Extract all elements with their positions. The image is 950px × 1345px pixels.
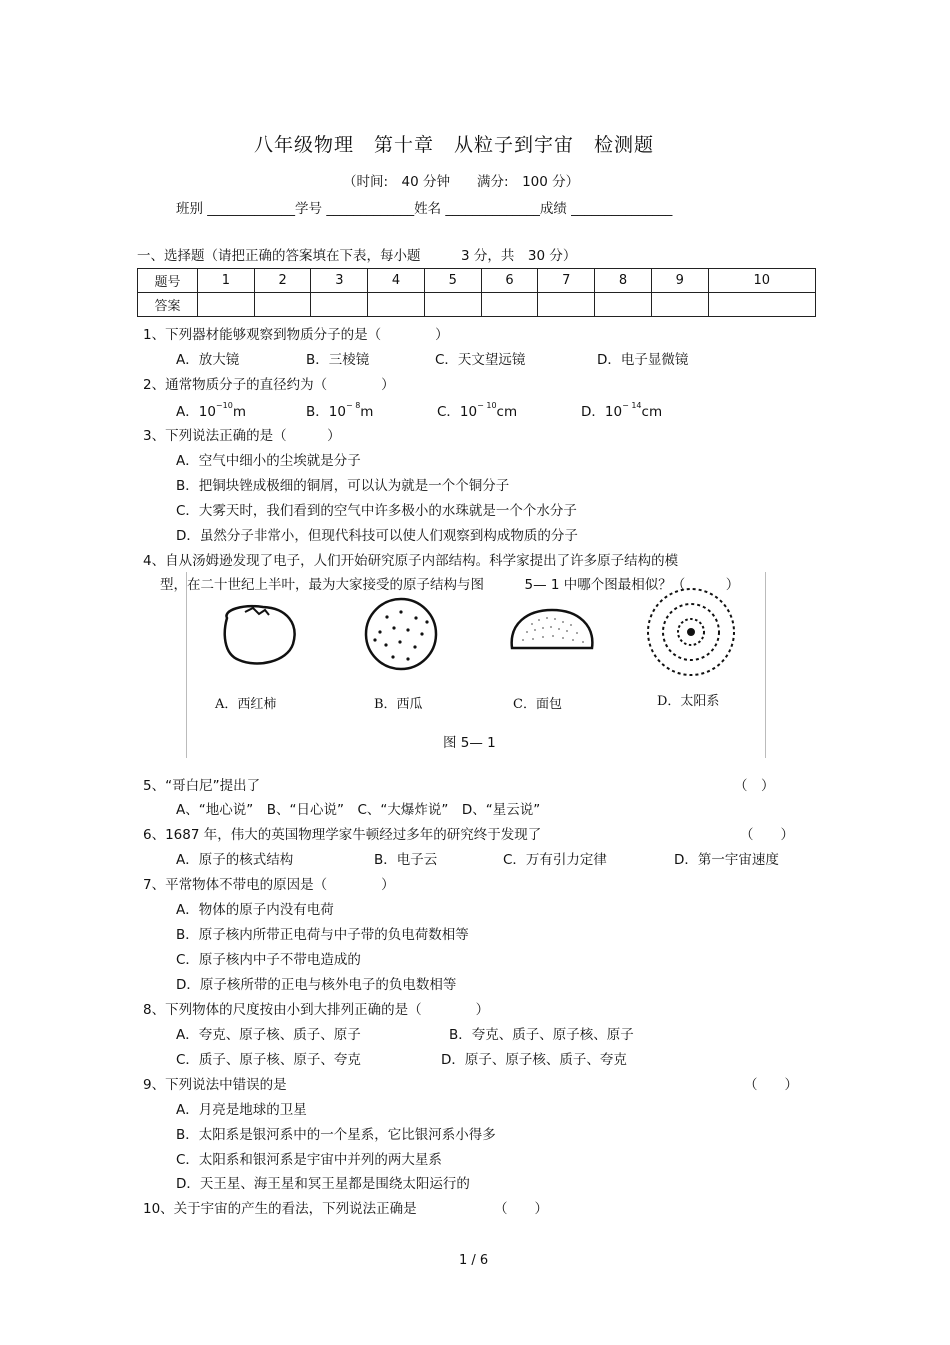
answer-cell[interactable] bbox=[708, 293, 815, 317]
question-3-stem: 3、下列说法正确的是（ ） bbox=[143, 428, 341, 444]
tomato-drawing bbox=[225, 606, 295, 663]
question-4-line2: 型，在二十世纪上半叶，最为大家接受的原子结构与图 5— 1 中哪个图最相似？（ ） bbox=[160, 577, 740, 593]
answer-cell[interactable] bbox=[424, 293, 481, 317]
answer-cell[interactable] bbox=[651, 293, 708, 317]
option: D．第一宇宙速度 bbox=[674, 852, 779, 868]
figure-5-1 bbox=[186, 572, 766, 758]
watermelon-drawing bbox=[366, 599, 436, 669]
option: C．万有引力定律 bbox=[503, 852, 607, 868]
question-2-stem: 2、通常物质分子的直径约为（ ） bbox=[143, 377, 395, 393]
table-cell: 8 bbox=[595, 269, 652, 293]
option: C．天文望远镜 bbox=[435, 352, 526, 368]
question-5-stem: 5、“哥白尼”提出了 bbox=[143, 778, 261, 794]
option: A．月亮是地球的卫星 bbox=[176, 1102, 307, 1118]
answer-cell[interactable] bbox=[368, 293, 425, 317]
student-info-line: 班别 _____________学号 _____________姓名 ______________成绩 _______________ bbox=[176, 201, 673, 217]
answer-cell[interactable] bbox=[198, 293, 255, 317]
option: B．太阳系是银河系中的一个星系，它比银河系小得多 bbox=[176, 1127, 496, 1143]
answer-cell[interactable] bbox=[481, 293, 538, 317]
option: D．天王星、海王星和冥王星都是围绕太阳运行的 bbox=[176, 1176, 470, 1192]
table-cell: 10 bbox=[708, 269, 815, 293]
table-header-cell: 题号 bbox=[138, 269, 198, 293]
option: A．空气中细小的尘埃就是分子 bbox=[176, 453, 361, 469]
option: A．物体的原子内没有电荷 bbox=[176, 902, 334, 918]
option: A、“地心说” B、“日心说” C、“大爆炸说” D、“星云说” bbox=[176, 802, 541, 818]
table-cell: 5 bbox=[424, 269, 481, 293]
option: A．放大镜 bbox=[176, 352, 240, 368]
option: A．原子的核式结构 bbox=[176, 852, 294, 868]
table-row bbox=[138, 269, 816, 293]
figure-label-d: D．太阳系 bbox=[657, 694, 720, 709]
question-7-stem: 7、平常物体不带电的原因是（ ） bbox=[143, 877, 395, 893]
bread-drawing bbox=[512, 610, 593, 648]
option: B．把铜块锉成极细的铜屑，可以认为就是一个个铜分子 bbox=[176, 478, 510, 494]
option: D．电子显微镜 bbox=[597, 352, 689, 368]
question-9-stem: 9、下列说法中错误的是 bbox=[143, 1077, 287, 1093]
figure-label-c: C．面包 bbox=[513, 697, 562, 712]
question-6-stem: 6、1687 年，伟大的英国物理学家牛顿经过多年的研究终于发现了 bbox=[143, 827, 542, 843]
figure-label-a: A．西红柿 bbox=[215, 697, 277, 712]
figure-caption: 图 5— 1 bbox=[443, 735, 496, 751]
option: C．质子、原子核、原子、夸克 bbox=[176, 1052, 361, 1068]
option: D．$10^{- 14}cm$ bbox=[581, 400, 663, 420]
option: B．电子云 bbox=[374, 852, 438, 868]
option: C．$10^{- 10}cm$ bbox=[437, 400, 518, 420]
table-cell: 6 bbox=[481, 269, 538, 293]
answer-paren: （ ） bbox=[734, 778, 775, 794]
option: D．原子、原子核、质子、夸克 bbox=[441, 1052, 627, 1068]
section-heading: 一、选择题（请把正确的答案填在下表，每小题 3 分，共 30 分） bbox=[137, 248, 577, 264]
page-title: 八年级物理 第十章 从粒子到宇宙 检测题 bbox=[254, 134, 655, 156]
table-cell: 9 bbox=[651, 269, 708, 293]
option: B．夸克、质子、原子核、原子 bbox=[449, 1027, 634, 1043]
table-cell: 4 bbox=[368, 269, 425, 293]
option: B．原子核内所带正电荷与中子带的负电荷数相等 bbox=[176, 927, 469, 943]
option: D．虽然分子非常小，但现代科技可以使人们观察到构成物质的分子 bbox=[176, 528, 578, 544]
option: C．大雾天时，我们看到的空气中许多极小的水珠就是一个个水分子 bbox=[176, 503, 577, 519]
question-10-stem: 10、关于宇宙的产生的看法，下列说法正确是 bbox=[143, 1201, 417, 1217]
question-4-line1: 4、自从汤姆逊发现了电子，人们开始研究原子内部结构。科学家提出了许多原子结构的模 bbox=[143, 553, 679, 569]
table-cell: 3 bbox=[311, 269, 368, 293]
answer-cell[interactable] bbox=[538, 293, 595, 317]
option: C．太阳系和银河系是宇宙中并列的两大星系 bbox=[176, 1152, 442, 1168]
table-cell: 2 bbox=[254, 269, 311, 293]
answer-cell[interactable] bbox=[311, 293, 368, 317]
option: D．原子核所带的正电与核外电子的负电数相等 bbox=[176, 977, 457, 993]
option: B．三棱镜 bbox=[306, 352, 370, 368]
answer-paren: （ ） bbox=[744, 1077, 798, 1093]
answer-cell[interactable] bbox=[254, 293, 311, 317]
question-1-stem: 1、下列器材能够观察到物质分子的是（ ） bbox=[143, 327, 449, 343]
page-number: 1 / 6 bbox=[459, 1253, 489, 1268]
option: A．夸克、原子核、质子、原子 bbox=[176, 1027, 361, 1043]
table-cell: 1 bbox=[198, 269, 255, 293]
question-8-stem: 8、下列物体的尺度按由小到大排列正确的是（ ） bbox=[143, 1002, 490, 1018]
answer-cell[interactable] bbox=[595, 293, 652, 317]
table-cell: 7 bbox=[538, 269, 595, 293]
answer-paren: （ ） bbox=[740, 827, 794, 843]
solar-system-drawing bbox=[648, 589, 734, 675]
answer-paren: （ ） bbox=[494, 1201, 548, 1217]
table-header-cell: 答案 bbox=[138, 293, 198, 317]
answer-table bbox=[137, 268, 816, 317]
table-row bbox=[138, 293, 816, 317]
exam-subtitle: （时间: 40 分钟 满分: 100 分） bbox=[343, 174, 580, 190]
option: B．$10^{- 8}m$ bbox=[306, 400, 374, 420]
option: C．原子核内中子不带电造成的 bbox=[176, 952, 361, 968]
option: A．$10^{-10}m$ bbox=[176, 400, 246, 420]
figure-label-b: B．西瓜 bbox=[374, 697, 423, 712]
